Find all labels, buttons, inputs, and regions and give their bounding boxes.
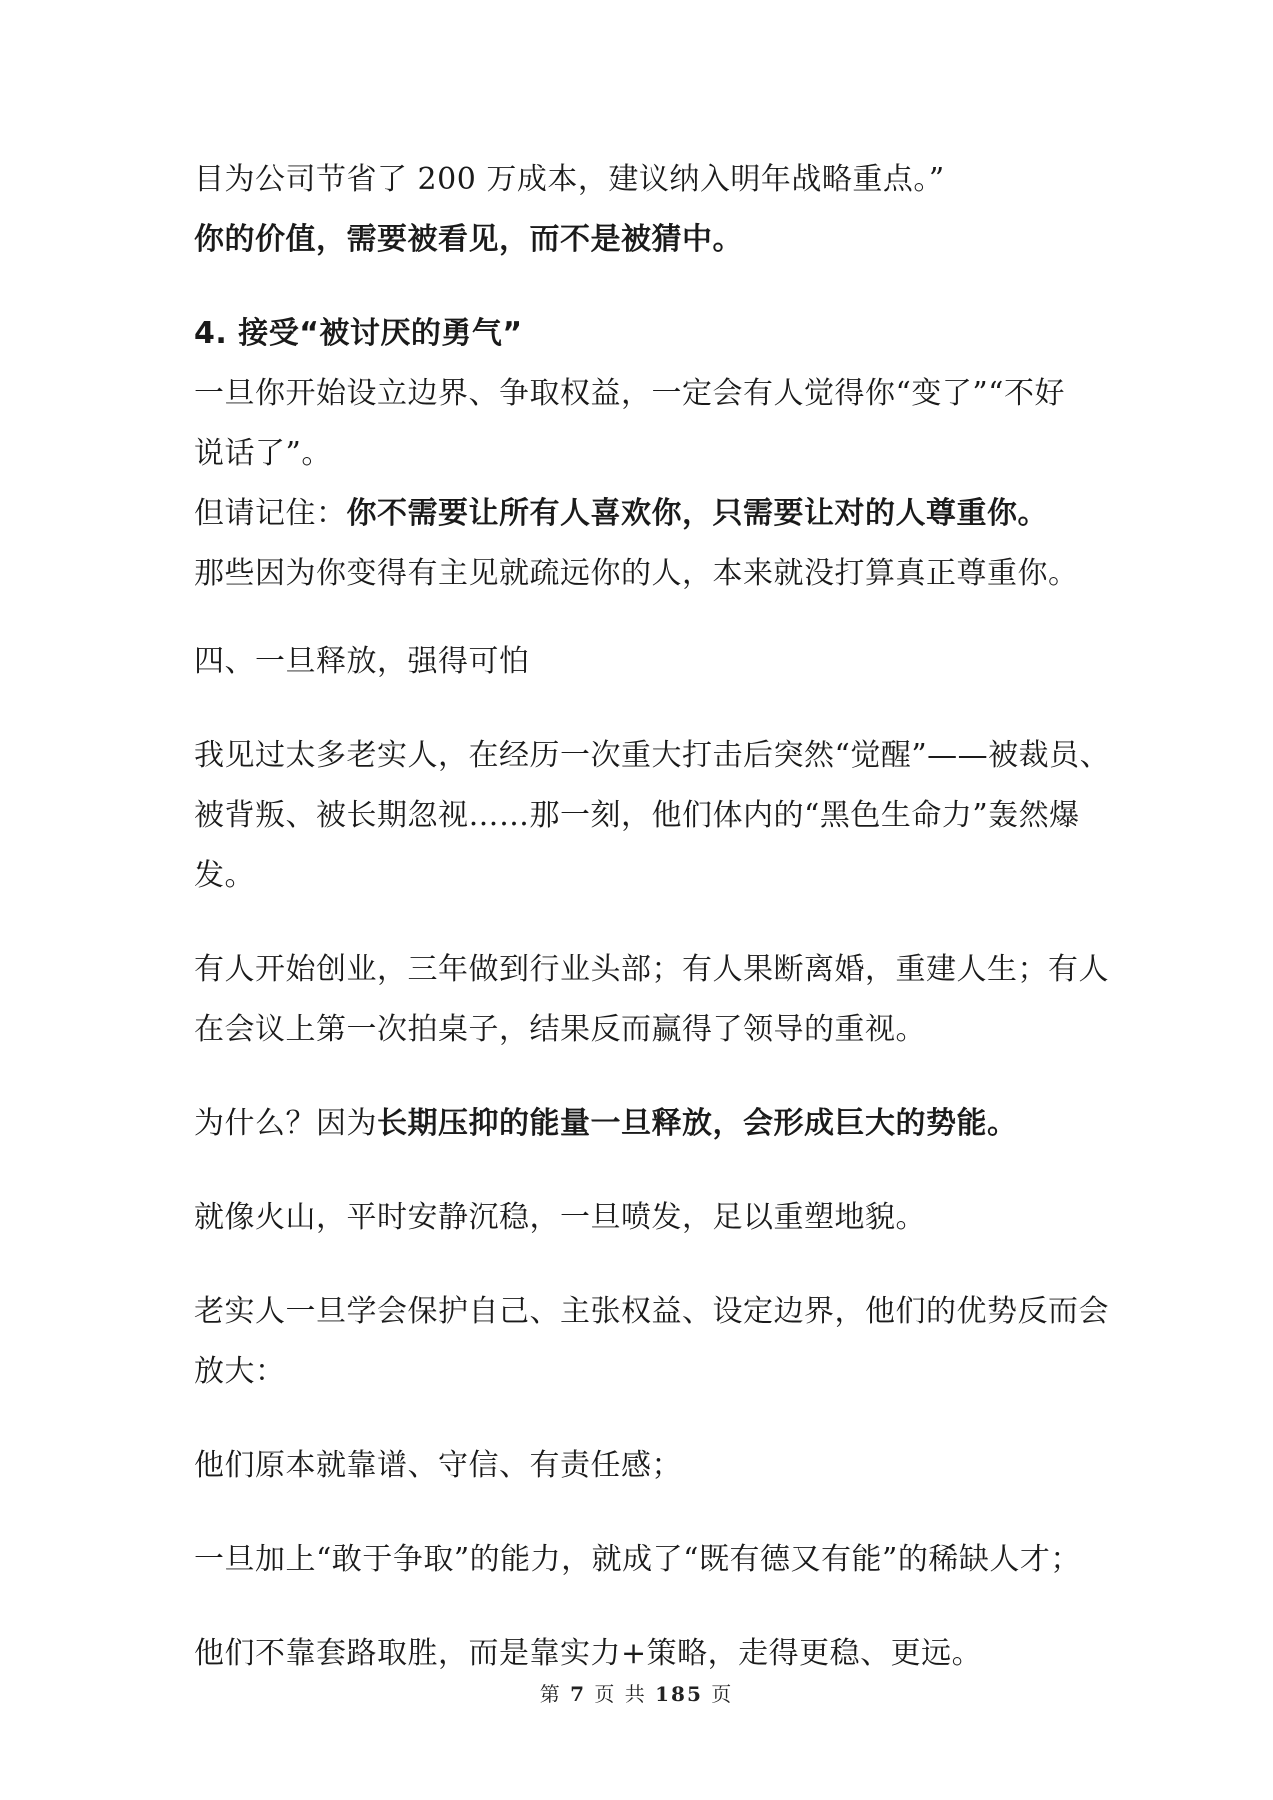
paragraph-line: 老实人一旦学会保护自己、主张权益、设定边界，他们的优势反而会 <box>194 1294 1109 1329</box>
bold-text: 长期压抑的能量一旦释放，会形成巨大的势能。 <box>377 1106 1018 1141</box>
current-page-number: 7 <box>570 1682 587 1706</box>
paragraph-text: 为什么？因为 <box>194 1106 377 1141</box>
paragraph-line: 在会议上第一次拍桌子，结果反而赢得了领导的重视。 <box>194 1012 926 1047</box>
paragraph-line: 一旦加上“敢于争取”的能力，就成了“既有德又有能”的稀缺人才； <box>194 1542 1081 1577</box>
paragraph-line: 就像火山，平时安静沉稳，一旦喷发，足以重塑地貌。 <box>194 1200 926 1235</box>
paragraph-line: 放大： <box>194 1354 286 1389</box>
section-heading: 四、一旦释放，强得可怕 <box>194 644 530 679</box>
bold-text: 你不需要让所有人喜欢你，只需要让对的人尊重你。 <box>346 496 1048 531</box>
total-pages-number: 185 <box>655 1682 703 1706</box>
paragraph-line: 一旦你开始设立边界、争取权益，一定会有人觉得你“变了”“不好 <box>194 376 1066 411</box>
page-footer <box>0 1678 1273 1707</box>
footer-suffix: 页 <box>711 1682 734 1706</box>
paragraph-line: 有人开始创业，三年做到行业头部；有人果断离婚，重建人生；有人 <box>194 952 1109 987</box>
paragraph-line: 说话了”。 <box>194 436 332 471</box>
footer-mid: 页 共 <box>594 1682 647 1706</box>
paragraph-text: 但请记住： <box>194 496 347 531</box>
paragraph-line <box>194 484 1094 544</box>
footer-prefix: 第 <box>539 1682 562 1706</box>
paragraph-line: 那些因为你变得有主见就疏远你的人，本来就没打算真正尊重你。 <box>194 556 1079 591</box>
paragraph-line: 目为公司节省了 200 万成本，建议纳入明年战略重点。” <box>194 162 945 197</box>
paragraph-line: 他们原本就靠谱、守信、有责任感； <box>194 1448 682 1483</box>
paragraph-line: 我见过太多老实人，在经历一次重大打击后突然“觉醒”——被裁员、 <box>194 738 1111 773</box>
bold-statement: 你的价值，需要被看见，而不是被猜中。 <box>194 222 743 257</box>
document-body <box>194 150 1111 1684</box>
paragraph-line <box>194 1094 1094 1154</box>
paragraph-line: 被背叛、被长期忽视……那一刻，他们体内的“黑色生命力”轰然爆 <box>194 798 1080 833</box>
paragraph-line: 他们不靠套路取胜，而是靠实力+策略，走得更稳、更远。 <box>194 1636 983 1671</box>
subsection-heading: 4. 接受“被讨厌的勇气” <box>194 316 523 351</box>
paragraph-line: 发。 <box>194 858 255 893</box>
